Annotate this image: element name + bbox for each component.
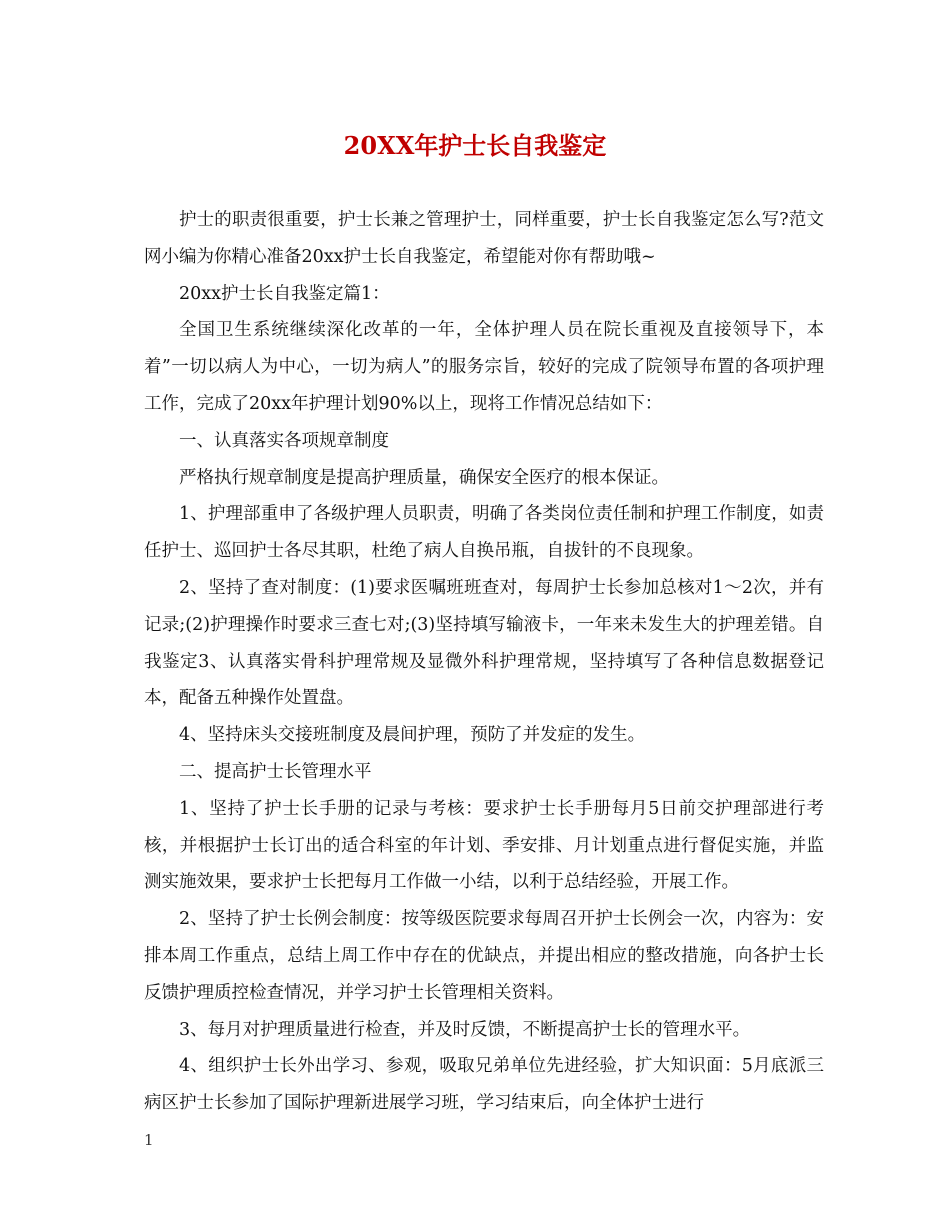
page-number: 1 xyxy=(144,1131,154,1149)
heading-management: 二、提高护士长管理水平 xyxy=(179,761,372,782)
paragraph-item-1: 1、护理部重申了各级护理人员职责，明确了各类岗位责任制和护理工作制度，如责任护士、巡回护士各尽其职，杜绝了病人自换吊瓶，自拔针的不良现象。 xyxy=(144,504,824,562)
document-body xyxy=(144,202,824,1122)
paragraph-mgmt-2: 2、坚持了护士长例会制度：按等级医院要求每周召开护士长例会一次，内容为：安排本周工作重点，总结上周工作中存在的优缺点，并提出相应的整改措施，向各护士长反馈护理质控检查情况，并学习护士长管理相关资料。 xyxy=(144,909,824,1003)
paragraph-item-2: 2、坚持了查对制度：(1)要求医嘱班班查对，每周护士长参加总核对1～2次，并有记录;(2)护理操作时要求三查七对;(3)坚持填写输液卡，一年来未发生大的护理差错。自我鉴定3、认真落实骨科护理常规及显微外科护理常规，坚持填写了各种信息数据登记本，配备五种操作处置盘。 xyxy=(144,577,824,709)
document-title: 20XX年护士长自我鉴定 xyxy=(343,131,607,160)
paragraph-mgmt-4: 4、组织护士长外出学习、参观，吸取兄弟单位先进经验，扩大知识面：5月底派三病区护士长参加了国际护理新进展学习班，学习结束后，向全体护士进行 xyxy=(144,1056,824,1114)
paragraph-mgmt-1: 1、坚持了护士长手册的记录与考核：要求护士长手册每月5日前交护理部进行考核，并根据护士长订出的适合科室的年计划、季安排、月计划重点进行督促实施，并监测实施效果，要求护士长把每月工作做一小结，以利于总结经验，开展工作。 xyxy=(144,798,824,893)
heading-rules: 一、认真落实各项规章制度 xyxy=(179,430,389,451)
paragraph-section-heading: 20xx护士长自我鉴定篇1： xyxy=(179,283,390,304)
paragraph-item-4: 4、坚持床头交接班制度及晨间护理，预防了并发症的发生。 xyxy=(179,725,646,746)
paragraph-intro: 护士的职责很重要，护士长兼之管理护士，同样重要，护士长自我鉴定怎么写?范文网小编为你精心准备20xx护士长自我鉴定，希望能对你有帮助哦~ xyxy=(144,210,824,267)
paragraph-rules-intro: 严格执行规章制度是提高护理质量，确保安全医疗的根本保证。 xyxy=(179,467,669,488)
paragraph-summary: 全国卫生系统继续深化改革的一年，全体护理人员在院长重视及直接领导下，本着”一切以病人为中心，一切为病人”的服务宗旨，较好的完成了院领导布置的各项护理工作，完成了20xx年护理计划90%以上，现将工作情况总结如下： xyxy=(144,320,824,414)
paragraph-mgmt-3: 3、每月对护理质量进行检查，并及时反馈，不断提高护士长的管理水平。 xyxy=(179,1019,751,1040)
